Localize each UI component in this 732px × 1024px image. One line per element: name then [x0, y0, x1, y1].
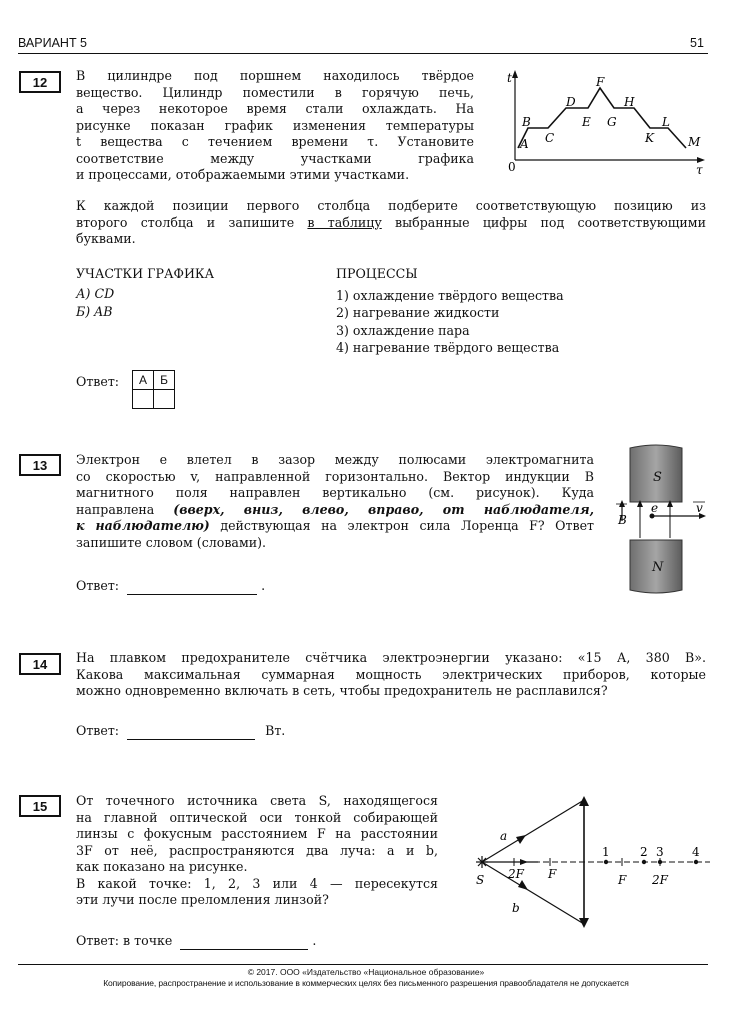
q15-line: 3F от неё, распространяются два луча: a и b,	[76, 842, 438, 858]
point-2-label: 2	[640, 845, 648, 859]
q13-line: запишите словом (словами).	[76, 534, 267, 550]
q14-unit: Вт.	[265, 723, 286, 738]
graph-point-h: H	[624, 95, 635, 109]
right-f-label: F	[618, 873, 627, 887]
graph-point-m: M	[688, 135, 701, 149]
lens-ray-diagram	[468, 792, 712, 932]
q12-right-item: 2) нагревание жидкости	[336, 305, 500, 320]
ray-b-line	[482, 862, 584, 924]
question-12-instructions	[76, 198, 706, 248]
graph-point-e: E	[582, 115, 591, 129]
q12-right-item: 3) охлаждение пара	[336, 322, 470, 338]
q13-part: направлена	[76, 501, 174, 517]
graph-point-f: F	[596, 75, 605, 89]
q13-answer-row	[76, 578, 265, 595]
q12-line: рисунке показан график изменения температуры	[76, 117, 474, 133]
q12-right-heading: ПРОЦЕССЫ	[336, 266, 418, 281]
q13-answer-label: Ответ:	[76, 578, 120, 593]
graph-point-b: B	[522, 115, 531, 129]
question-14-number: 14	[19, 653, 61, 675]
q14-answer-row	[76, 723, 285, 740]
q12-answer-header: А	[133, 371, 154, 390]
vector-v-label: v	[696, 501, 703, 515]
q13-options: к наблюдателю)	[76, 518, 210, 533]
temperature-time-graph	[500, 68, 712, 180]
q12-left-item: Б) AB	[76, 304, 113, 319]
ray-b-label: b	[512, 901, 520, 915]
question-13-number: 13	[19, 454, 61, 476]
q13-options: (вверх, вниз, влево, вправо, от наблюдателя,	[173, 501, 594, 517]
graph-axis-tau: τ	[696, 163, 703, 177]
q13-answer-line[interactable]	[127, 581, 257, 595]
q12-line: соответствие между участками графика	[76, 150, 474, 166]
q15-line: как показано на рисунке.	[76, 859, 248, 874]
question-12-text	[76, 68, 474, 184]
point-4-label: 4	[692, 845, 700, 859]
q14-line: Какова максимальная суммарная мощность электрических приборов, которые	[76, 666, 706, 682]
q15-answer-end: .	[312, 933, 317, 948]
question-13-text	[76, 452, 594, 551]
variant-title: ВАРИАНТ 5	[18, 36, 88, 50]
q12-answer-cell-b[interactable]	[154, 390, 175, 409]
q13-part: действующая на электрон сила Лоренца F? Ответ	[209, 518, 594, 533]
question-12-number: 12	[19, 71, 61, 93]
pole-s-label: S	[653, 470, 662, 485]
graph-point-c: C	[545, 131, 555, 145]
q15-answer-label: Ответ: в точке	[76, 933, 173, 948]
q12-line: В цилиндре под поршнем находилось твёрдое	[76, 68, 474, 83]
footer-rule	[18, 964, 708, 965]
q14-line: можно одновременно включать в сеть, чтобы предохранитель не расплавился?	[76, 683, 608, 698]
q13-line	[76, 518, 594, 535]
q12-right-item: 1) охлаждение твёрдого вещества	[336, 287, 564, 303]
point-3-label: 3	[656, 845, 664, 859]
q14-answer-label: Ответ:	[76, 723, 120, 738]
q15-line: линзы с фокусным расстоянием F на расстоянии	[76, 826, 438, 841]
graph-point-d: D	[566, 95, 576, 109]
point-1-label: 1	[602, 845, 610, 859]
header-rule	[18, 53, 708, 54]
q14-answer-line[interactable]	[127, 726, 255, 740]
right-2f-label: 2F	[652, 873, 668, 887]
q12-line: t вещества с течением времени τ. Установите	[76, 134, 474, 149]
q12-right-item: 4) нагревание твёрдого вещества	[336, 340, 560, 355]
q12-line: и процессами, отображаемыми этими участками.	[76, 167, 410, 182]
left-f-label: F	[548, 867, 557, 881]
q13-line: со скоростью v, направленной горизонтально. Вектор индукции B	[76, 468, 594, 484]
page-number: 51	[690, 36, 704, 50]
q13-line	[76, 502, 594, 519]
question-14-text	[76, 650, 706, 700]
q15-answer-line[interactable]	[180, 936, 308, 950]
q12-right-column	[336, 266, 636, 357]
source-label: S	[476, 873, 485, 887]
question-15-number: 15	[19, 795, 61, 817]
q15-line: эти лучи после преломления линзой?	[76, 892, 329, 907]
graph-axis-t: t	[507, 71, 512, 85]
electromagnet-figure	[604, 444, 710, 594]
graph-point-a: A	[520, 137, 529, 151]
q15-line: В какой точке: 1, 2, 3 или 4 — пересекутся	[76, 875, 438, 891]
ray-a-label: a	[500, 829, 508, 843]
graph-point-g: G	[607, 115, 617, 129]
vector-b-label: B	[618, 513, 627, 527]
q12-instr-line	[76, 215, 706, 232]
left-2f-label: 2F	[508, 867, 524, 881]
q12-left-item: А) CD	[76, 285, 115, 301]
graph-curve	[518, 88, 686, 148]
electron-label: e	[651, 501, 659, 515]
q13-line: магнитного поля направлен вертикально (см. рисунок). Куда	[76, 485, 594, 500]
q13-line: Электрон e влетел в зазор между полюсами электромагнита	[76, 452, 594, 467]
q12-instr-line: буквами.	[76, 231, 136, 246]
q12-instr-part: второго столбца и запишите	[76, 214, 308, 230]
footer-copyright: © 2017. ООО «Издательство «Национальное образование»	[247, 967, 485, 977]
q14-line: На плавком предохранителе счётчика электроэнергии указано: «15 А, 380 В».	[76, 650, 706, 665]
source-star	[476, 856, 488, 868]
graph-point-l: L	[662, 115, 670, 129]
pole-n-label: N	[652, 560, 664, 575]
footer-notice: Копирование, распространение и использование в коммерческих целях без письменного разрешения правообладателя не допускается	[103, 978, 629, 988]
q12-instr-line: К каждой позиции первого столбца подберите соответствующую позицию из	[76, 198, 706, 213]
q12-answer-header: Б	[154, 371, 175, 390]
q12-instr-underlined: в таблицу	[307, 214, 382, 230]
question-15-text	[76, 793, 438, 909]
q12-left-heading: УЧАСТКИ ГРАФИКА	[76, 266, 215, 281]
q15-line: От точечного источника света S, находящегося	[76, 793, 438, 808]
q12-line: а через некоторое время стали охлаждать. На	[76, 101, 474, 116]
q12-answer-label: Ответ:	[76, 374, 120, 389]
q15-line: на главной оптической оси тонкой собирающей	[76, 809, 438, 825]
ray-a-line	[482, 800, 584, 862]
q12-line: вещество. Цилиндр поместили в горячую печь,	[76, 84, 474, 100]
q13-answer-end: .	[261, 578, 266, 593]
q15-answer-row	[76, 933, 316, 950]
q12-left-column	[76, 266, 316, 321]
q12-answer-table	[132, 370, 175, 409]
q12-instr-part: выбранные цифры под соответствующими	[381, 214, 706, 230]
q12-answer-cell-a[interactable]	[133, 390, 154, 409]
graph-point-k: K	[645, 131, 654, 145]
graph-origin: 0	[508, 160, 516, 174]
